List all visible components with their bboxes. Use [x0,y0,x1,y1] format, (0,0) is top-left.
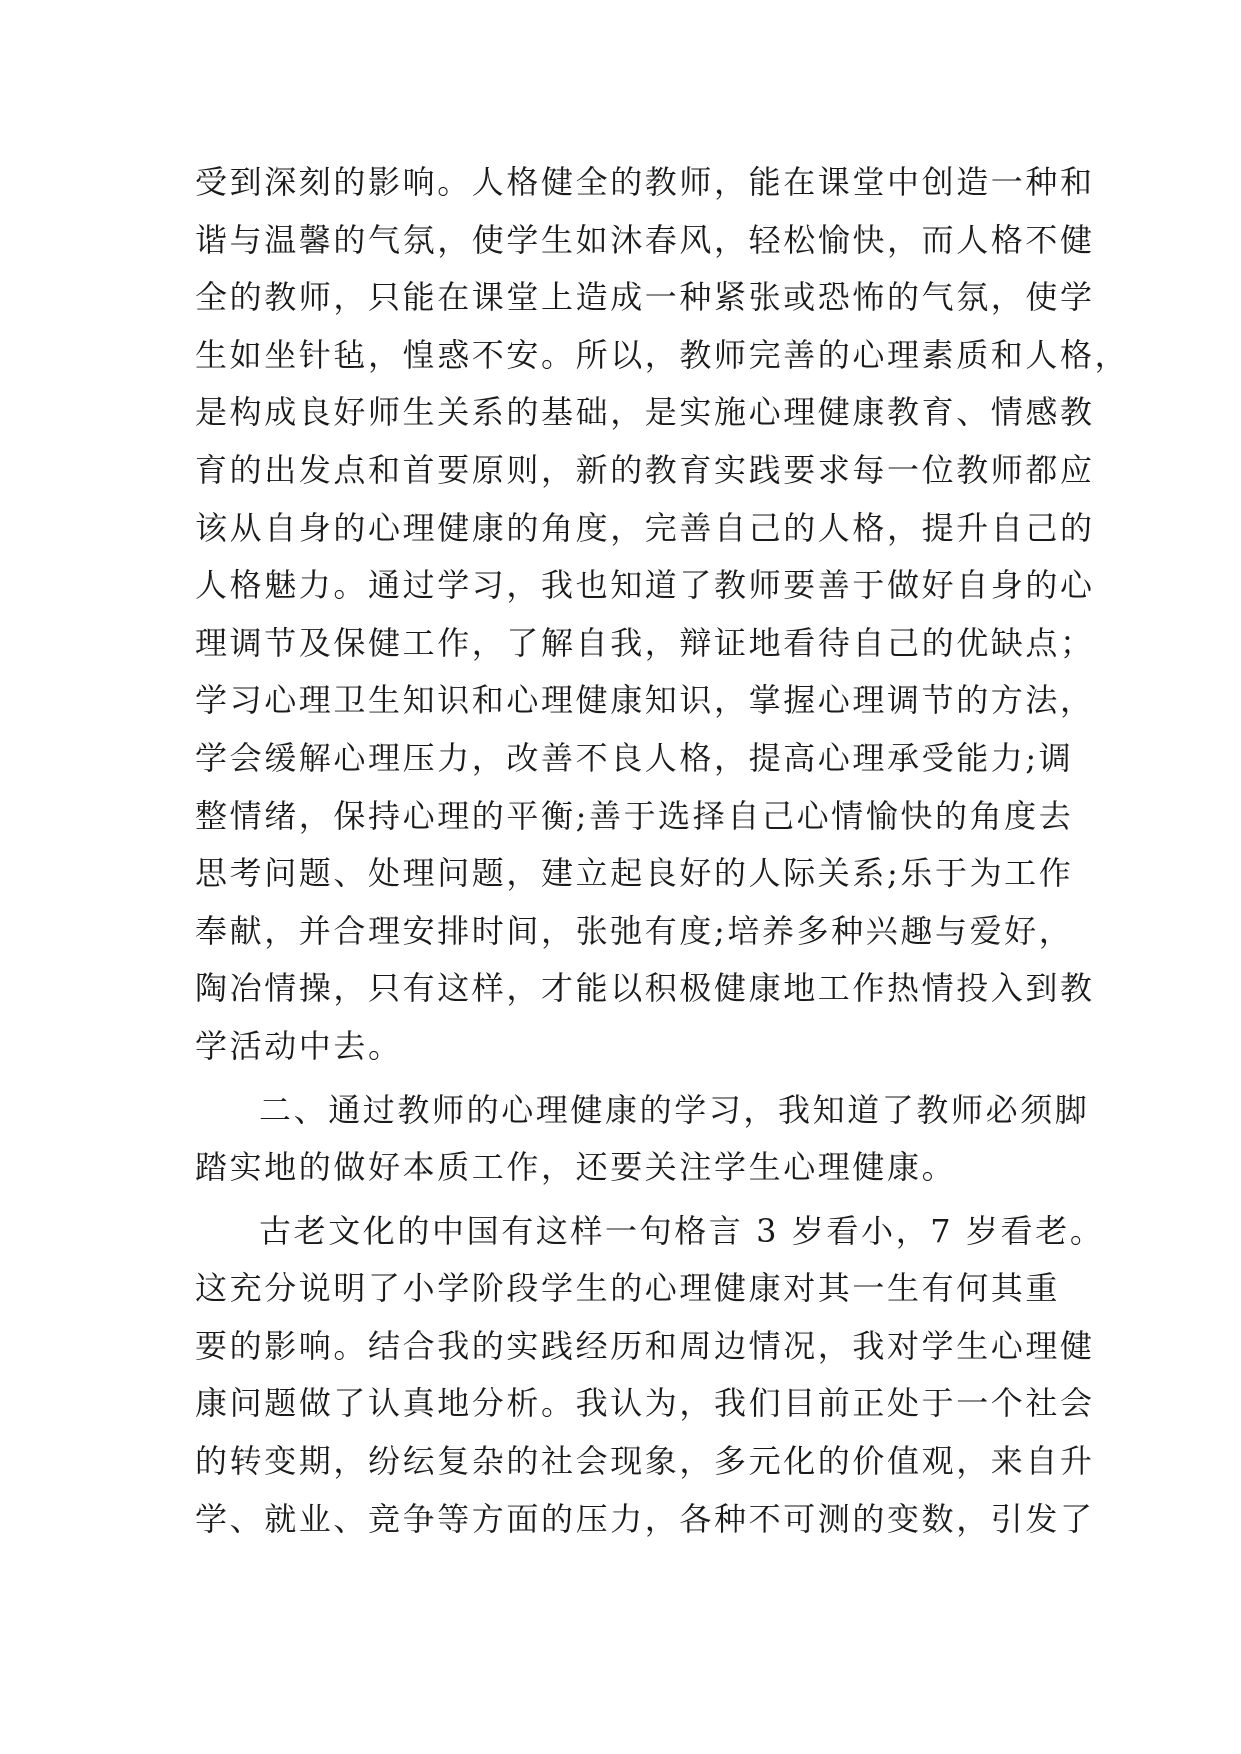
text-line: 踏实地的做好本质工作，还要关注学生心理健康。 [195,1148,957,1187]
text-line: 二、通过教师的心理健康的学习，我知道了教师必须脚 [259,1090,1090,1129]
text-line: 生如坐针毡，惶惑不安。所以，教师完善的心理素质和人格， [195,335,1130,374]
text-line: 是构成良好师生关系的基础，是实施心理健康教育、情感教 [195,393,1095,432]
text-line: 受到深刻的影响。人格健全的教师，能在课堂中创造一种和 [195,163,1095,201]
text-line: 学、就业、竞争等方面的压力，各种不可测的变数，引发了 [195,1499,1095,1538]
paragraph-3 [195,1203,1105,1549]
text-line: 这充分说明了小学阶段学生的心理健康对其一生有何其重 [195,1269,1061,1308]
text-line: 学习心理卫生知识和心理健康知识，掌握心理调节的方法， [195,681,1095,720]
text-line: 全的教师，只能在课堂上造成一种紧张或恐怖的气氛，使学 [195,278,1095,317]
text-line: 要的影响。结合我的实践经历和周边情况，我对学生心理健 [195,1326,1095,1365]
paragraph-1 [195,154,1130,1076]
paragraph-2 [195,1082,1090,1197]
text-line: 人格魅力。通过学习，我也知道了教师要善于做好自身的心 [195,566,1095,605]
document-body [195,154,1130,1548]
text-line: 理调节及保健工作，了解自我，辩证地看待自己的优缺点； [195,623,1095,662]
text-line: 学活动中去。 [195,1026,403,1065]
text-line: 康问题做了认真地分析。我认为，我们目前正处于一个社会 [195,1384,1095,1423]
text-line: 奉献，并合理安排时间，张弛有度;培养多种兴趣与爱好， [195,911,1074,950]
text-line: 思考问题、处理问题，建立起良好的人际关系;乐于为工作 [195,854,1074,893]
text-line: 该从自身的心理健康的角度，完善自己的人格，提升自己的 [195,508,1095,547]
text-line: 整情绪，保持心理的平衡;善于选择自己心情愉快的角度去 [195,796,1074,835]
text-line: 学会缓解心理压力，改善不良人格，提高心理承受能力;调 [195,738,1074,777]
text-line: 古老文化的中国有这样一句格言 3 岁看小，7 岁看老。 [259,1211,1105,1250]
text-line: 陶冶情操，只有这样，才能以积极健康地工作热情投入到教 [195,969,1095,1008]
text-line: 谐与温馨的气氛，使学生如沐春风，轻松愉快，而人格不健 [195,220,1095,259]
text-line: 的转变期，纷纭复杂的社会现象，多元化的价值观，来自升 [195,1442,1095,1481]
text-line: 育的出发点和首要原则，新的教育实践要求每一位教师都应 [195,450,1095,489]
